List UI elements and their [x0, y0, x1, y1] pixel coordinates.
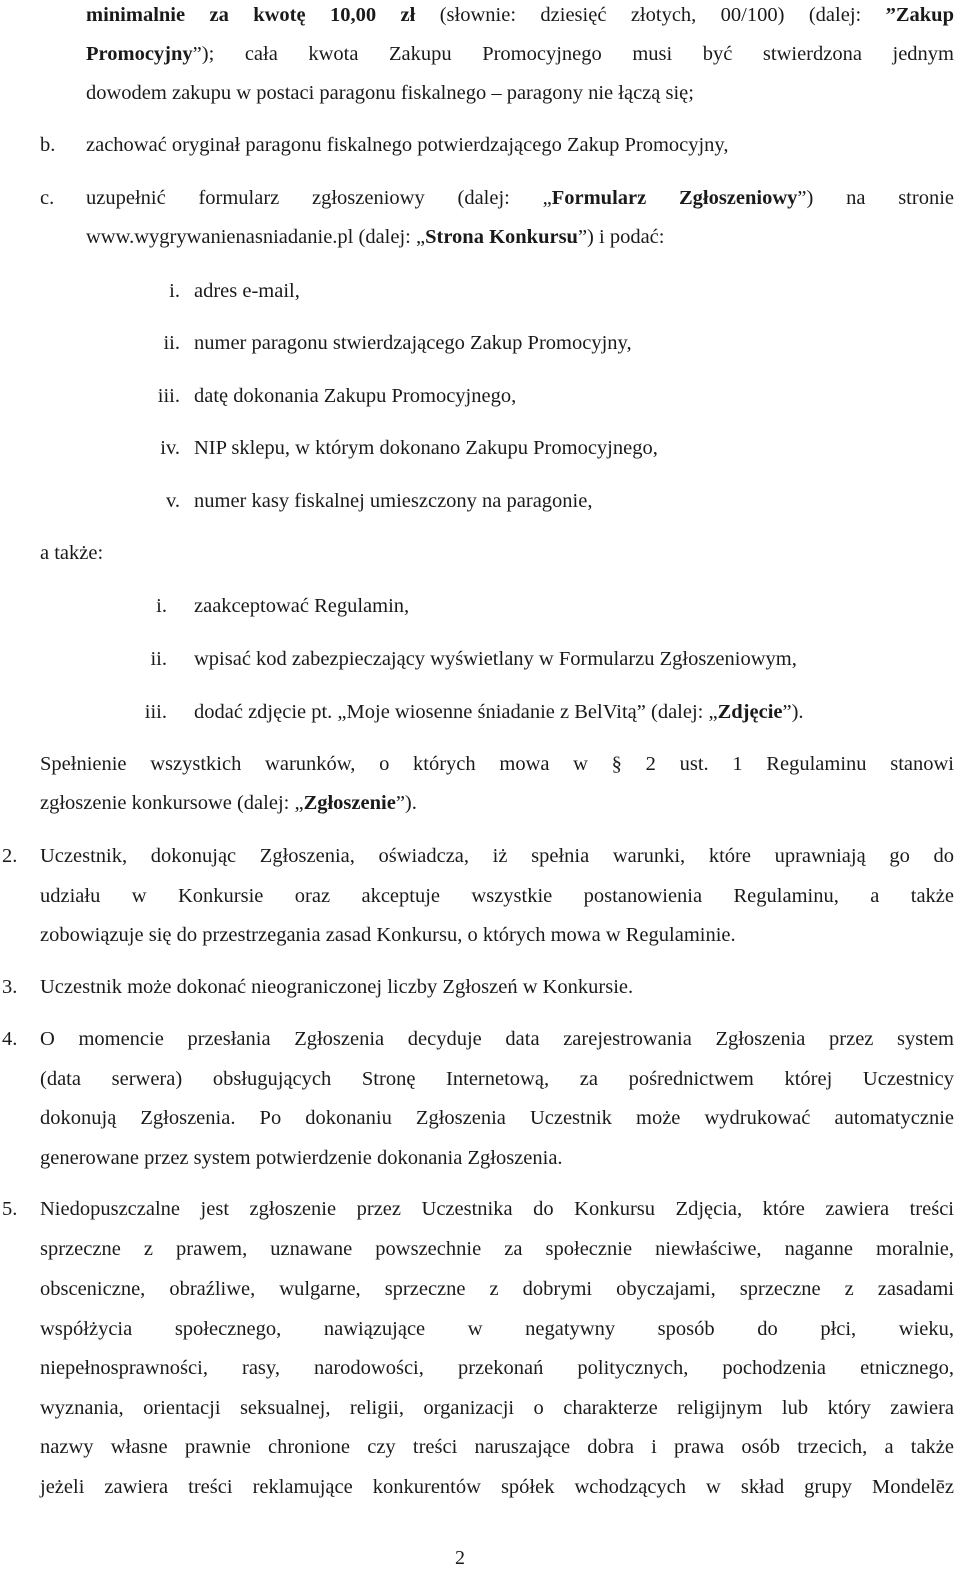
text-line: Niedopuszczalne jest zgłoszenie przez Uczestnika do Konkursu Zdjęcia, które zawiera treści — [40, 1198, 954, 1220]
list-item: NIP sklepu, w którym dokonano Zakupu Promocyjnego, — [194, 437, 658, 459]
text-line: jeżeli zawiera treści reklamujące konkurentów spółek wchodzących w skład grupy Mondelēz — [40, 1476, 954, 1498]
text-line: współżycia społecznego, nawiązujące w negatywny sposób do płci, wieku, — [40, 1318, 954, 1340]
list-item: numer paragonu stwierdzającego Zakup Promocyjny, — [194, 332, 632, 354]
list-label: iii. — [144, 701, 167, 723]
text-line: (data serwera) obsługujących Stronę Internetową, za pośrednictwem której Uczestnicy — [40, 1068, 954, 1090]
list-item: wpisać kod zabezpieczający wyświetlany w Formularzu Zgłoszeniowym, — [194, 648, 797, 670]
text-line: Promocyjny”); cała kwota Zakupu Promocyjnego musi być stwierdzona jednym — [86, 43, 954, 65]
list-item: adres e-mail, — [194, 280, 300, 302]
text-line: wyznania, orientacji seksualnej, religii, organizacji o charakterze religijnym lub który zawiera — [40, 1397, 954, 1419]
paragraph-number: 5. — [2, 1198, 18, 1220]
list-item: numer kasy fiskalnej umieszczony na paragonie, — [194, 490, 593, 512]
list-label: ii. — [163, 332, 180, 354]
text-line: zachować oryginał paragonu fiskalnego potwierdzającego Zakup Promocyjny, — [86, 134, 729, 156]
text-line: generowane przez system potwierdzenie dokonania Zgłoszenia. — [40, 1147, 563, 1169]
list-label: b. — [40, 134, 56, 156]
text-line: Uczestnik, dokonując Zgłoszenia, oświadcza, iż spełnia warunki, które uprawniają go do — [40, 845, 954, 867]
list-label: ii. — [150, 648, 167, 670]
text-line: nazwy własne prawnie chronione czy treści naruszające dobra i prawa osób trzecich, a także — [40, 1436, 954, 1458]
list-item: datę dokonania Zakupu Promocyjnego, — [194, 385, 517, 407]
also-label: a także: — [40, 542, 104, 564]
text-line: minimalnie za kwotę 10,00 zł (słownie: dziesięć złotych, 00/100) (dalej: ”Zakup — [86, 4, 954, 26]
page-number: 2 — [455, 1547, 465, 1569]
list-label: iii. — [157, 385, 180, 407]
list-label: i. — [156, 595, 167, 617]
paragraph-number: 2. — [2, 845, 18, 867]
paragraph-number: 4. — [2, 1028, 18, 1050]
list-label: c. — [40, 187, 55, 209]
text-line: www.wygrywanienasniadanie.pl (dalej: „Strona Konkursu”) i podać: — [86, 226, 665, 248]
text-line: obsceniczne, obraźliwe, wulgarne, sprzeczne z dobrymi obyczajami, sprzeczne z zasadami — [40, 1278, 954, 1300]
text-line: O momencie przesłania Zgłoszenia decyduje data zarejestrowania Zgłoszenia przez system — [40, 1028, 954, 1050]
paragraph-number: 3. — [2, 976, 18, 998]
list-label: i. — [169, 280, 180, 302]
text-line: Spełnienie wszystkich warunków, o których mowa w § 2 ust. 1 Regulaminu stanowi — [40, 753, 954, 775]
list-item: dodać zdjęcie pt. „Moje wiosenne śniadanie z BelVitą” (dalej: „Zdjęcie”). — [194, 701, 804, 723]
text-line: zobowiązuje się do przestrzegania zasad Konkursu, o których mowa w Regulaminie. — [40, 924, 736, 946]
text-line: zgłoszenie konkursowe (dalej: „Zgłoszenie”). — [40, 792, 417, 814]
text-line: uzupełnić formularz zgłoszeniowy (dalej: „Formularz Zgłoszeniowy”) na stronie — [86, 187, 954, 209]
text-line: sprzeczne z prawem, uznawane powszechnie za społecznie niewłaściwe, naganne moralnie, — [40, 1238, 954, 1260]
text-line: dokonują Zgłoszenia. Po dokonaniu Zgłoszenia Uczestnik może wydrukować automatycznie — [40, 1107, 954, 1129]
text-line: udziału w Konkursie oraz akceptuje wszystkie postanowienia Regulaminu, a także — [40, 885, 954, 907]
text-line: niepełnosprawności, rasy, narodowości, przekonań politycznych, pochodzenia etnicznego, — [40, 1357, 954, 1379]
list-label: iv. — [160, 437, 180, 459]
list-item: zaakceptować Regulamin, — [194, 595, 410, 617]
text-line: Uczestnik może dokonać nieograniczonej liczby Zgłoszeń w Konkursie. — [40, 976, 634, 998]
list-label: v. — [165, 490, 180, 512]
text-line: dowodem zakupu w postaci paragonu fiskalnego – paragony nie łączą się; — [86, 82, 694, 104]
